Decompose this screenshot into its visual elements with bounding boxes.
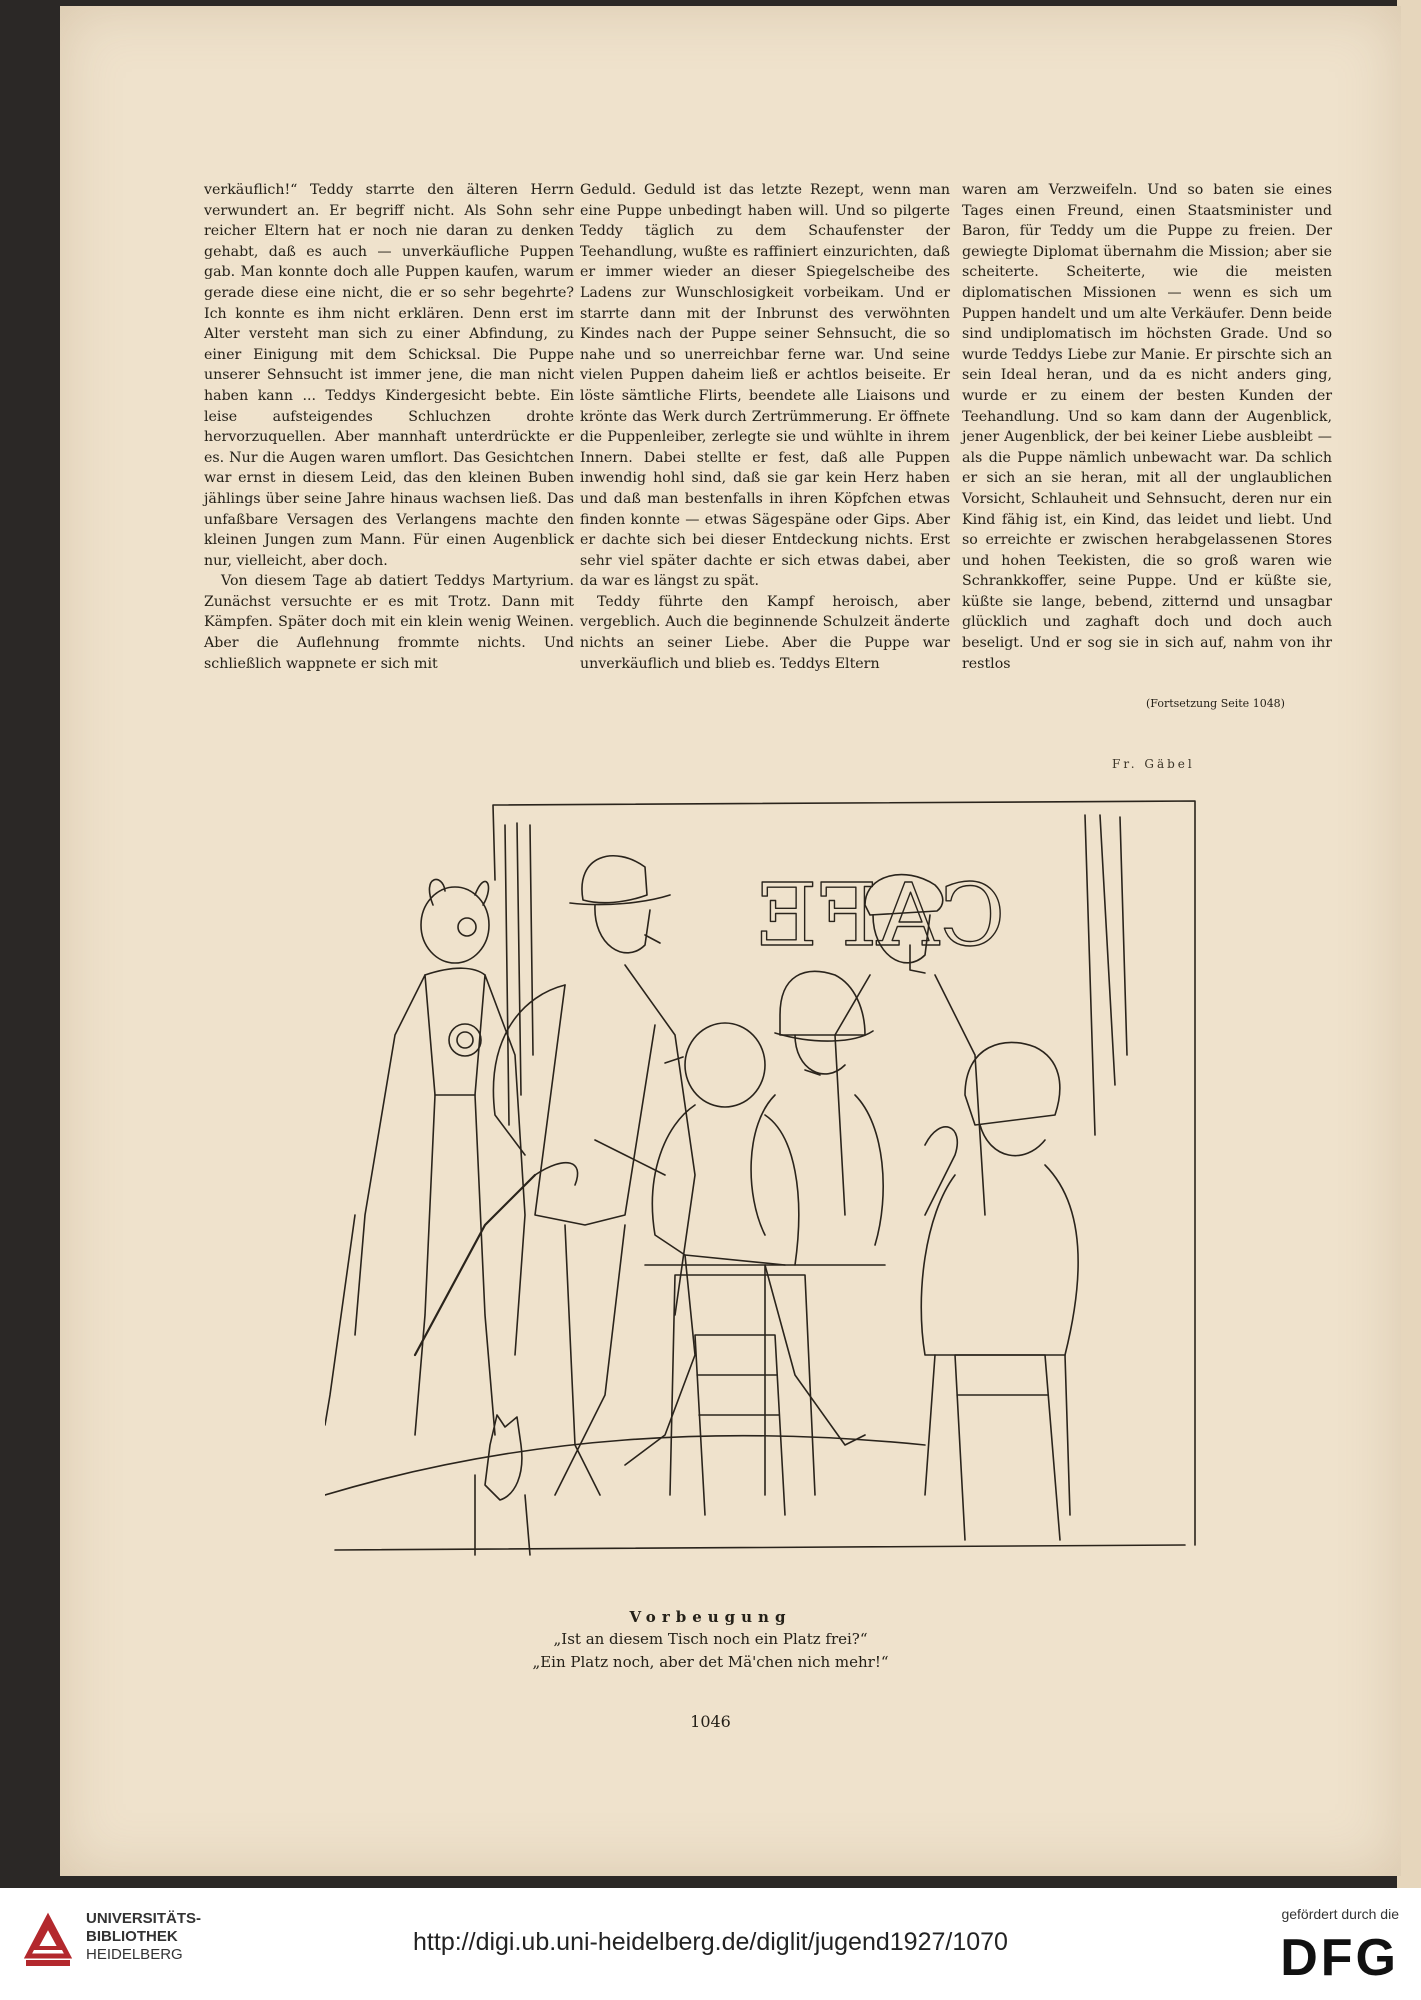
illustration-cafe-scene [325, 795, 1205, 1595]
figure-old-man [325, 879, 525, 1435]
figure-woman-right [921, 1042, 1078, 1515]
paragraph: verkäuflich!“ Teddy starrte den älteren Herrn verwundert an. Er begriff nicht. Als Sohn sehr reicher Eltern hat er noch nie daran zu denken gehabt, daß es auch — unverkäufliche Puppen gab. Man konnte doch alle Puppen kaufen, warum gerade diese eine nicht, die er so sehr begehrte? Ich konnte es ihm nicht erklären. Denn erst im Alter versteht man sich zu einer Abfindung, zu einer Einigung mit dem Schicksal. Die Puppe unserer Sehnsucht ist immer jene, die man nicht haben kann ... Teddys Kindergesicht bebte. Ein leise aufsteigendes Schluchzen drohte hervorzuquellen. Aber mannhaft unterdrückte er es. Nur die Augen waren umflort. Das Gesichtchen war ernst in diesem Leid, das den kleinen Buben jählings über seine Jahre hinaus wachsen ließ. Das unfaßbare Versagen des Verlangens machte den kleinen Jungen zum Mann. Für einen Augenblick nur, vielleicht, aber doch. [204, 182, 574, 569]
funded-by-label: gefördert durch die [1281, 1906, 1399, 1922]
source-url-link[interactable]: http://digi.ub.uni-heidelberg.de/diglit/jugend1927/1070 [413, 1928, 1008, 1956]
caption-title: Vorbeugung [629, 1608, 792, 1626]
cafe-table [645, 1265, 885, 1495]
university-name-line: BIBLIOTHEK [86, 1928, 178, 1945]
continuation-note: (Fortsetzung Seite 1048) [1146, 697, 1285, 710]
paragraph: Teddy führte den Kampf heroisch, aber vergeblich. Auch die beginnende Schulzeit änderte nichts an seiner Liebe. Aber die Puppe war unverkäuflich und blieb es. Teddys Eltern [580, 593, 950, 672]
paragraph: Geduld. Geduld ist das letzte Rezept, wenn man eine Puppe unbedingt haben will. Und so pilgerte Teddy täglich zu dem Schaufenster der Teehandlung, wußte es raffiniert einzurichten, daß er immer wieder an dieser Spiegelscheibe des Ladens zur Wunschlosigkeit vorbeikam. Und er starrte dann mit der Inbrunst des verwöhnten Kindes nach der Puppe seiner Sehnsucht, die so nahe und so unerreichbar ferne war. Und seine vielen Puppen daheim ließ er achtlos beiseite. Er löste sämtliche Flirts, beendete alle Liaisons und krönte das Werk durch Zertrümmerung. Er öffnete die Puppenleiber, zerlegte sie und wühlte in ihrem Innern. Dabei stellte er fest, daß alle Puppen inwendig hohl sind, daß sie gar kein Herz haben und daß man bestenfalls in ihren Köpfchen etwas finden konnte — etwas Sägespäne oder Gips. Aber er dachte sich bei dieser Entdeckung nichts. Erst sehr viel später dachte er sich etwas dabei, aber da war es längst zu spät. [580, 182, 950, 590]
cafe-sign: CAFE [754, 866, 1005, 966]
dfg-logo: DFG [1280, 1929, 1399, 1987]
artist-signature: Fr. Gäbel [1112, 757, 1195, 771]
text-column-1 [204, 180, 574, 720]
university-name-line: HEIDELBERG [86, 1946, 183, 1963]
curtain-left [505, 823, 533, 1125]
bistro-chair-right [955, 1355, 1060, 1540]
figure-bald-man-seated [595, 1023, 865, 1495]
figure-man-with-cane [415, 856, 695, 1495]
footer-bar [0, 1888, 1421, 2000]
paragraph: waren am Verzweifeln. Und so baten sie eines Tages einen Freund, einen Staatsminister und Baron, für Teddy um die Puppe zu freien. Der gewiegte Diplomat übernahm die Mission; aber sie scheiterte. Scheiterte, wie die meisten diplomatischen Missionen — wenn es sich um Puppen handelt und um alte Verkäufer. Denn beide sind undiplomatisch im höchsten Grade. Und so wurde Teddys Liebe zur Manie. Er pirschte sich an sein Ideal heran, und da es nicht anders ging, wurde er zu einem der besten Kunden der Teehandlung. Und so kam dann der Augenblick, jener Augenblick, der bei keiner Liebe ausbleibt — als die Puppe nämlich unbewacht war. Da schlich er sich an sie heran, mit all der unglaublichen Vorsicht, Schlauheit und Sehnsucht, deren nur ein Kind fähig ist, ein Kind, das leidet und liebt. Und so erreichte er zwischen herabgelassenen Stores und hohen Teekisten, die so groß waren wie Schrankkoffer, seine Puppe. Und er küßte sie, küßte sie lange, bebend, zitternd und unsagbar glücklich und zaghaft doch und doch auch beseligt. Und er sog sie in sich auf, nahm von ihr restlos [962, 182, 1332, 672]
text-column-2 [580, 180, 950, 720]
paragraph: Von diesem Tage ab datiert Teddys Martyrium. Zunächst versuchte er es mit Trotz. Dann mit Kämpfen. Später doch mit ein klein wenig Weinen. Aber die Auflehnung frommte nichts. Und schließlich wappnete er sich mit [204, 573, 574, 672]
caption-line-1: „Ist an diesem Tisch noch ein Platz frei?“ [553, 1630, 868, 1648]
text-column-3 [962, 180, 1332, 720]
small-dog [475, 1415, 530, 1555]
figure-woman-smoking [751, 971, 883, 1245]
page-number: 1046 [690, 1712, 731, 1731]
bistro-chair-left [695, 1335, 785, 1515]
caption-line-2: „Ein Platz noch, aber det Mä'chen nich mehr!“ [532, 1653, 889, 1671]
curtain-right [1085, 815, 1127, 1135]
university-name-line: UNIVERSITÄTS- [86, 1910, 202, 1927]
